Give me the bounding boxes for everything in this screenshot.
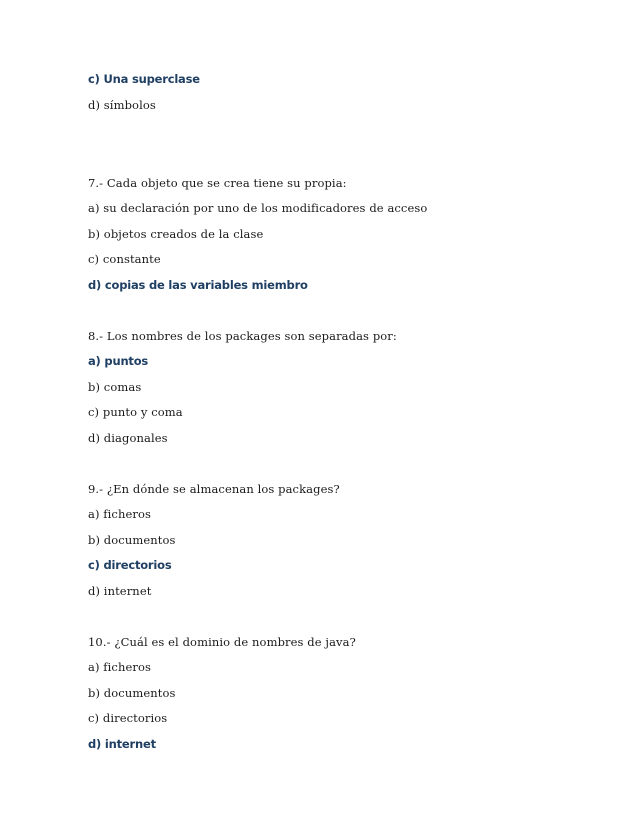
q9-option-d: d) internet <box>88 584 152 598</box>
q10-option-b: b) documentos <box>88 686 176 700</box>
q8-option-b: b) comas <box>88 380 142 394</box>
question-7: 7.- Cada objeto que se crea tiene su propia: <box>88 176 347 190</box>
q9-option-a: a) ficheros <box>88 507 152 521</box>
q10-option-c: c) directorios <box>88 711 168 725</box>
q10-option-a: a) ficheros <box>88 660 152 674</box>
q8-option-c: c) punto y coma <box>88 405 183 419</box>
q9-option-c-answer: c) directorios <box>88 558 172 572</box>
q10-option-d-answer: d) internet <box>88 737 156 751</box>
prev-option-c-answer: c) Una superclase <box>88 72 200 86</box>
q8-option-d: d) diagonales <box>88 431 168 445</box>
q7-option-c: c) constante <box>88 252 161 266</box>
question-8: 8.- Los nombres de los packages son separadas por: <box>88 329 397 343</box>
q9-option-b: b) documentos <box>88 533 176 547</box>
q7-option-d-answer: d) copias de las variables miembro <box>88 278 308 292</box>
question-9: 9.- ¿En dónde se almacenan los packages? <box>88 482 340 496</box>
q7-option-b: b) objetos creados de la clase <box>88 227 264 241</box>
question-10: 10.- ¿Cuál es el dominio de nombres de java? <box>88 635 356 649</box>
prev-option-d: d) símbolos <box>88 98 156 112</box>
q7-option-a: a) su declaración por uno de los modificadores de acceso <box>88 201 428 215</box>
q8-option-a-answer: a) puntos <box>88 354 149 368</box>
